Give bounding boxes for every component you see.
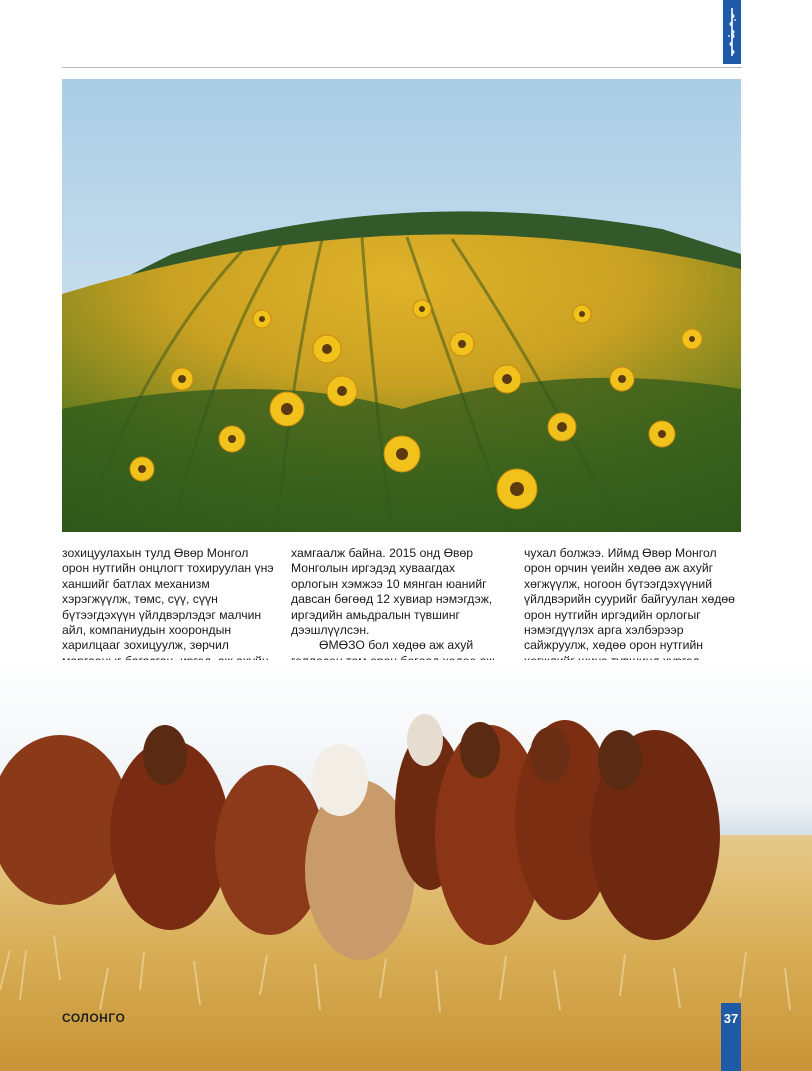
article-paragraph: хамгаалж байна. 2015 онд Өвөр Монголын иргэдэд хуваагдах орлогын хэмжээ 10 мянган юанийг давсан бөгөөд 12 хувиар нэмэгдэж, иргэдийн амьдралын түвшинг дээшлүүлсэн. [291,546,493,638]
sunflower-field-image [62,79,741,532]
article-paragraph: зохицуулахын тулд Өвөр Монгол орон нутгийн онцлогт тохируулан үнэ ханшийг батлах механизм хэрэгжүүлж, төмс, сүү, сүүн бүтээгдэхүүн үйлдвэрлэдэг малчин айл, компаниудын хоорондын харилцааг зохицуулж, зөрчил [62,546,274,653]
camels-photo [0,660,812,1071]
article-text: чухал болжээ. Иймд Өвөр Монгол орон орчин үеийн хөдөө аж ахуйг хөгжүүлж, ногоон бүтээгдэхүүний үйлдвэрийн суурийг байгуулан хөдөө орон нутгийн иргэдийн орлогыг нэмэгдүүлэх арга хэлбэрээр сайжруулж, хөдөө орон нутгийн [524,546,735,653]
article-paragraph: ӨМӨЗО бол хөдөө аж ахуй [319,638,474,653]
camels-image [0,660,812,1071]
header-rule [62,67,742,68]
page-number: 37 [723,1011,739,1026]
sunflower-field-photo [62,79,741,532]
mongolian-script-logo [726,6,738,58]
header-tab [723,0,741,64]
magazine-name: СОЛОНГО [62,1011,126,1025]
